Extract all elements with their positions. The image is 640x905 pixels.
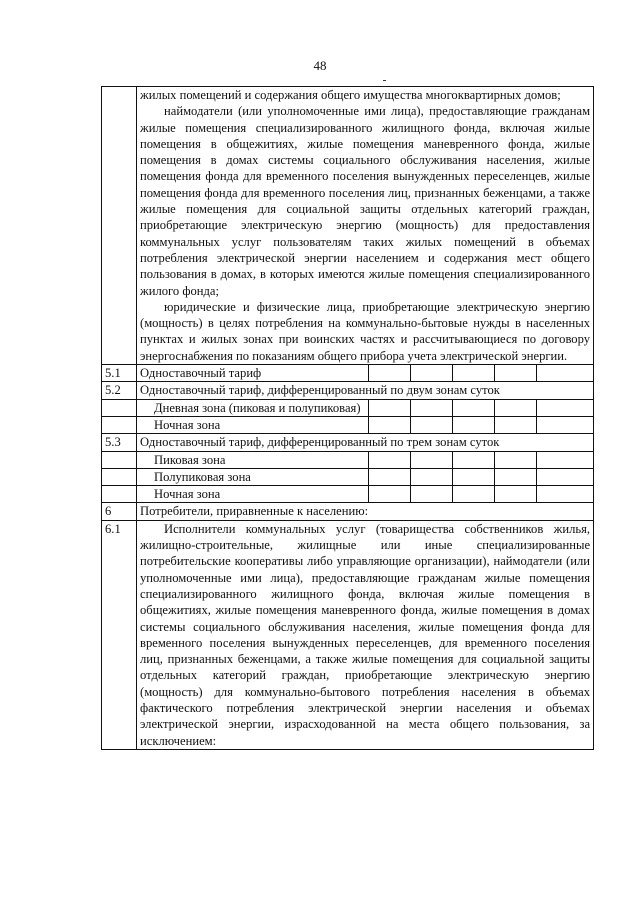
row-label: Одноставочный тариф, дифференцированный по трем зонам суток [137,434,594,451]
value-cell [495,468,537,485]
zone-label: Пиковая зона [137,451,369,468]
page-number: 48 [313,58,327,73]
value-cell [369,365,411,382]
value-cell [411,468,453,485]
zone-label: Полупиковая зона [137,468,369,485]
table-row [102,503,594,520]
row-number-cell [102,87,137,365]
value-cell [453,416,495,433]
value-cell [453,399,495,416]
zone-label: Ночная зона [137,416,369,433]
paragraph: жилых помещений и содержания общего имущества многоквартирных домов; [140,88,561,102]
value-cell [453,451,495,468]
value-cell [369,416,411,433]
row-number-cell [102,416,137,433]
scan-speck [383,80,386,81]
table-row [102,382,594,399]
value-cell [537,486,594,503]
value-cell [411,399,453,416]
value-cell [495,365,537,382]
row-number: 6 [102,503,137,520]
table-row [102,365,594,382]
value-cell [495,486,537,503]
row-number-cell [102,486,137,503]
value-cell [453,468,495,485]
value-cell [411,365,453,382]
row-label: Одноставочный тариф [137,365,369,382]
zone-label: Дневная зона (пиковая и полупиковая) [137,399,369,416]
table-row [102,416,594,433]
row-number: 5.2 [102,382,137,399]
value-cell [411,486,453,503]
value-cell [537,451,594,468]
value-cell [369,399,411,416]
value-cell [495,416,537,433]
value-cell [537,365,594,382]
value-cell [537,468,594,485]
row-description [137,520,594,749]
value-cell [369,468,411,485]
table-row [102,399,594,416]
table-row [102,520,594,749]
table-row [102,451,594,468]
table-row [102,468,594,485]
value-cell [369,486,411,503]
value-cell [537,399,594,416]
consumers-description-cell [137,87,594,365]
value-cell [537,416,594,433]
row-label: Одноставочный тариф, дифференцированный по двум зонам суток [137,382,594,399]
row-label: Потребители, приравненные к населению: [137,503,594,520]
row-number: 5.1 [102,365,137,382]
table-row [102,486,594,503]
row-number-cell [102,468,137,485]
value-cell [495,451,537,468]
value-cell [453,365,495,382]
table-row [102,434,594,451]
paragraph: юридические и физические лица, приобретающие электрическую энергию (мощность) в целях потребления на коммунально-бытовые нужды в населенных пунктах и жилых зонах при воинских частях и рассчитывающиеся по договору энергоснабжения по показаниям общего прибора учета электрической энергии. [140,299,591,363]
value-cell [411,451,453,468]
paragraph: наймодатели (или уполномоченные ими лица), предоставляющие гражданам жилые помещения специализированного жилищного фонда, включая жилые помещения в общежитиях, жилые помещения маневренного фонда, жилые помещения в домах системы социального обслуживания населения, жилые помещения фонда для временного поселения вынужденных переселенцев, жилые помещения фонда для временного поселения лиц, признанных беженцами, а также жилые помещения для социальной защиты отдельных категорий граждан, приобретающие электрическую энергию (мощность) для предоставления коммунальных услуг пользователям таких жилых помещений в объемах потребления электрической энергии населением и содержания мест общего пользования в домах, в которых имеются жилые помещения специализированного жилого фонда; [140,104,591,298]
row-number: 6.1 [102,520,137,749]
zone-label: Ночная зона [137,486,369,503]
paragraph: Исполнители коммунальных услуг (товарищества собственников жилья, жилищно-строительные, жилищные или иные специализированные потребительские кооперативы либо управляющие организации), наймодатели (или уполномоченные ими лица), предоставляющие гражданам жилые помещения специализированного жилищного фонда, включая жилые помещения в общежитиях, жилые помещения маневренного фонда, жилые помещения в домах системы социального обслуживания населения, жилые помещения фонда для временного поселения вынужденных переселенцев, для временного поселения лиц, признанных беженцами, а также жилые помещения для социальной защиты отдельных категорий граждан, приобретающие электрическую энергию (мощность) для коммунально-бытового потребления населения в объемах фактического потребления электрической энергии населения и объемах электрической энергии, израсходованной на места общего пользования, за исключением: [140,521,591,748]
value-cell [495,399,537,416]
row-number-cell [102,399,137,416]
tariff-table [101,86,594,750]
value-cell [453,486,495,503]
value-cell [411,416,453,433]
row-number-cell [102,451,137,468]
table-row [102,87,594,365]
row-number: 5.3 [102,434,137,451]
value-cell [369,451,411,468]
